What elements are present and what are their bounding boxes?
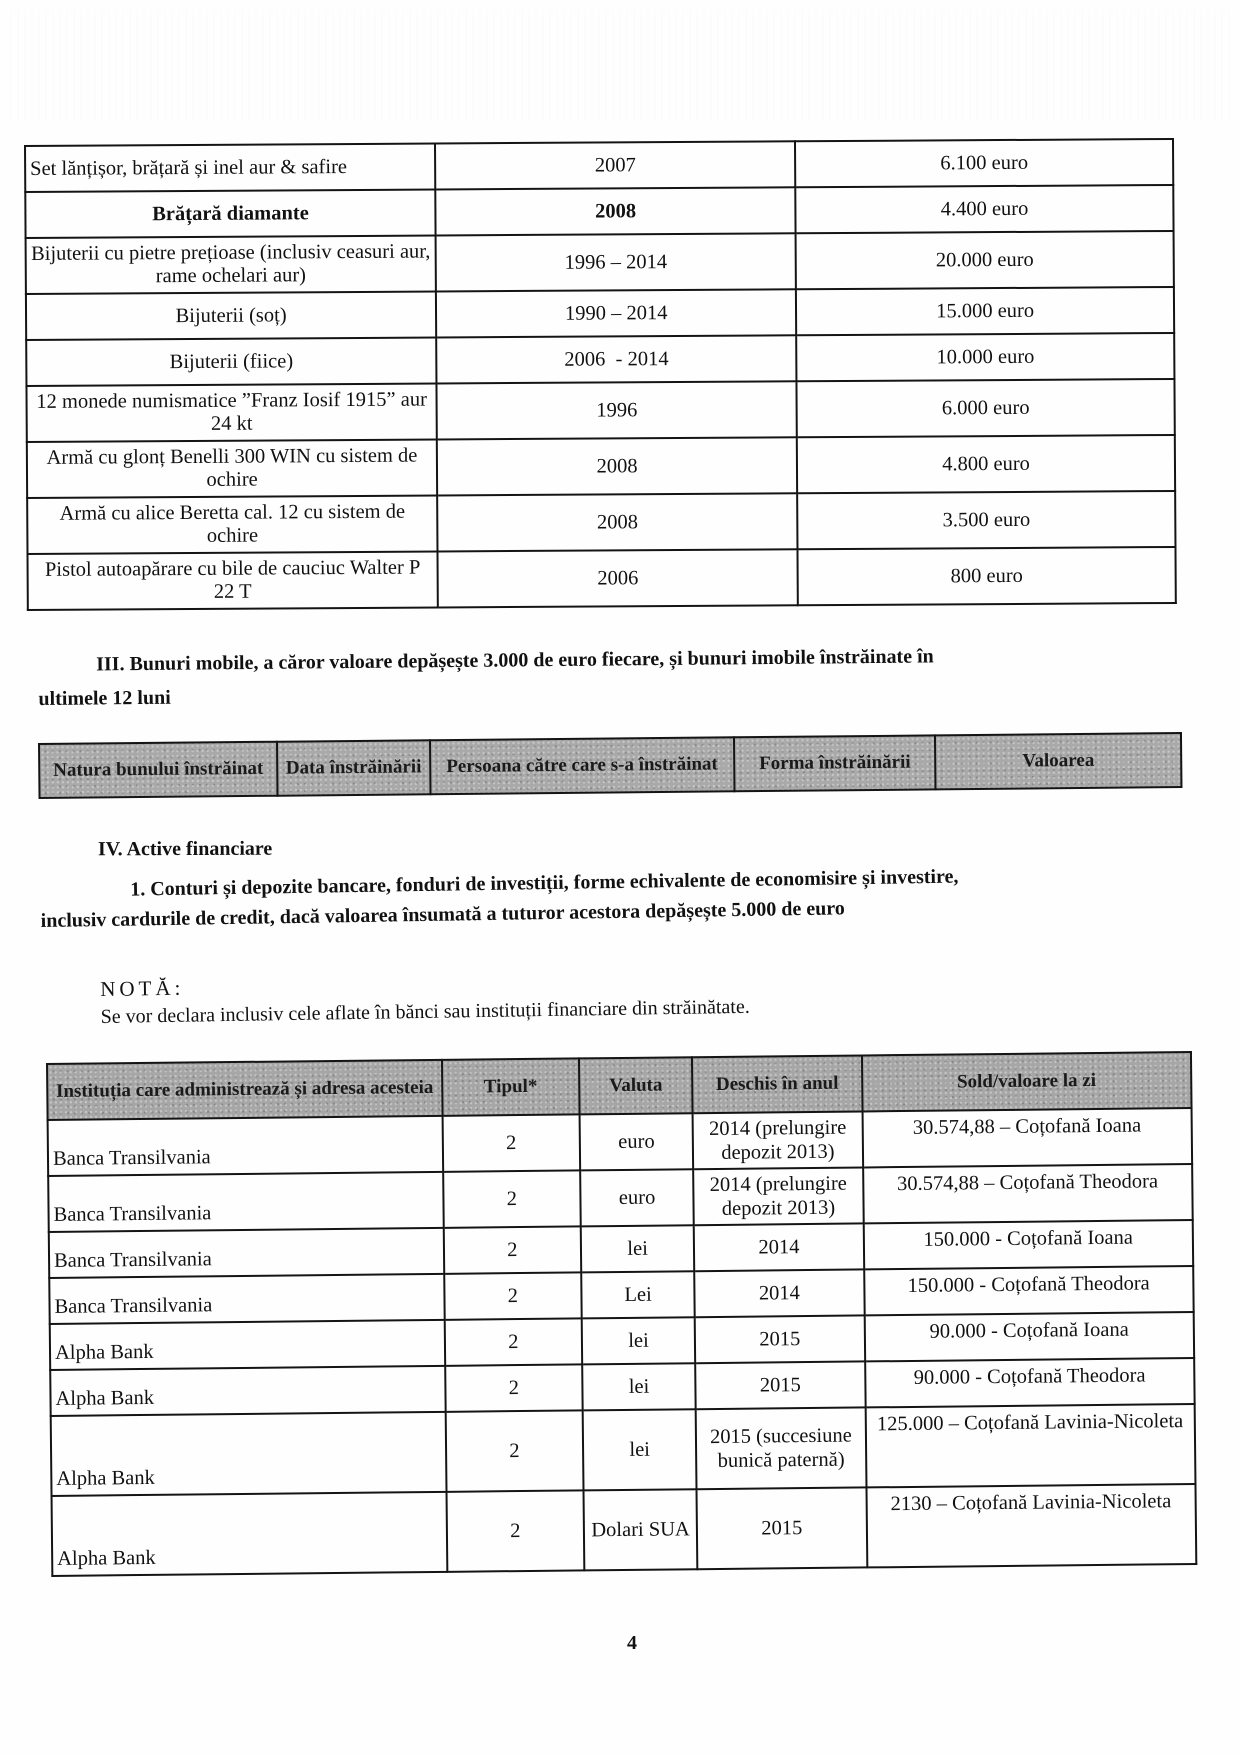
account-institution: Alpha Bank [50, 1320, 445, 1370]
good-year: 2008 [437, 437, 797, 495]
good-year: 1996 [437, 381, 797, 439]
account-opened: 2015 [695, 1315, 865, 1363]
column-header-institution: Instituția care administrează și adresa acesteia [47, 1060, 442, 1120]
good-name: Bijuterii (fiice) [26, 337, 436, 386]
good-name: Pistol autoapărare cu bile de cauciuc Walter P 22 T [27, 551, 437, 610]
good-value: 10.000 euro [796, 333, 1174, 381]
table-header-row [39, 733, 1181, 798]
bank-accounts-table [46, 1051, 1197, 1577]
account-type: 2 [445, 1410, 583, 1491]
column-header-date: Data înstrăinării [277, 740, 430, 795]
good-name: Armă cu glonț Benelli 300 WIN cu sistem de ochire [27, 439, 437, 498]
good-year: 2008 [437, 493, 797, 551]
account-currency: lei [582, 1317, 696, 1364]
good-name: Bijuterii cu pietre prețioase (inclusiv ceasuri aur, rame ochelari aur) [26, 235, 436, 294]
column-header-value: Valoarea [935, 733, 1181, 789]
column-header-currency: Valuta [579, 1057, 693, 1114]
account-type: 2 [445, 1364, 583, 1411]
section-iii-heading [38, 637, 1199, 716]
page-number: 4 [627, 1632, 637, 1654]
scan-noise [10, 10, 1230, 120]
nota-title: NOTĂ: [100, 975, 185, 1001]
good-year: 1996 – 2014 [436, 233, 796, 291]
table-row [51, 1404, 1196, 1496]
good-year: 2007 [435, 141, 795, 189]
account-balance: 30.574,88 – Coțofană Theodora [863, 1164, 1193, 1223]
good-name: Set lănțișor, brățară și inel aur & safire [25, 143, 435, 192]
nota-block [100, 965, 750, 1031]
account-opened: 2015 [697, 1487, 867, 1569]
account-type: 2 [442, 1114, 580, 1171]
account-currency: euro [580, 1169, 694, 1226]
column-header-balance: Sold/valoare la zi [862, 1052, 1192, 1111]
subsection-1-line2: inclusiv cardurile de credit, dacă valoarea însumată a tuturor acestora depășește 5.000 de euro [40, 897, 845, 932]
account-opened: 2014 (prelungire depozit 2013) [693, 1167, 863, 1225]
table-row [26, 379, 1174, 442]
account-opened: 2015 (succesiune bunică paternă) [696, 1407, 866, 1489]
column-header-form: Forma înstrăinării [734, 735, 936, 791]
good-value: 4.800 euro [797, 435, 1175, 493]
good-year: 2008 [435, 187, 795, 235]
account-balance: 150.000 - Coțofană Ioana [863, 1220, 1193, 1269]
good-value: 3.500 euro [797, 491, 1175, 549]
good-year: 2006 - 2014 [436, 335, 796, 383]
account-currency: Lei [581, 1271, 695, 1318]
table-row [25, 185, 1173, 238]
section-iii-title-line2: ultimele 12 luni [38, 686, 171, 710]
column-header-nature: Natura bunului înstrăinat [39, 742, 278, 798]
account-institution: Alpha Bank [50, 1366, 445, 1416]
account-currency: lei [581, 1225, 695, 1272]
alienated-goods-table [38, 732, 1182, 799]
good-value: 15.000 euro [796, 287, 1174, 335]
column-header-type: Tipul* [442, 1058, 580, 1115]
account-institution: Banca Transilvania [49, 1274, 444, 1324]
movable-goods-table [24, 138, 1177, 611]
table-row [27, 491, 1175, 554]
account-currency: euro [579, 1113, 693, 1170]
table-row [27, 547, 1175, 610]
account-type: 2 [443, 1170, 581, 1227]
account-currency: Dolari SUA [583, 1489, 697, 1570]
account-balance: 2130 – Coțofană Lavinia-Nicoleta [866, 1484, 1196, 1567]
account-type: 2 [444, 1226, 582, 1273]
good-year: 2006 [438, 549, 798, 607]
account-institution: Banca Transilvania [49, 1228, 444, 1278]
account-balance: 150.000 - Coțofană Theodora [864, 1266, 1194, 1315]
table-row [25, 139, 1173, 192]
good-name: 12 monede numismatice ”Franz Iosif 1915” aur 24 kt [26, 383, 436, 442]
table-row [52, 1484, 1197, 1576]
subsection-1-line1: 1. Conturi și depozite bancare, fonduri de investiții, forme echivalente de economisire și investire, [130, 865, 959, 901]
table-row [26, 287, 1174, 340]
section-iii-title-line1: III. Bunuri mobile, a căror valoare depășește 3.000 de euro fiecare, și bunuri imobile înstrăinate în [96, 645, 934, 676]
account-opened: 2014 [695, 1269, 865, 1317]
good-name: Brățară diamante [25, 189, 435, 238]
account-balance: 90.000 - Coțofană Theodora [865, 1358, 1195, 1407]
account-balance: 125.000 – Coțofană Lavinia-Nicoleta [865, 1404, 1195, 1487]
account-type: 2 [445, 1318, 583, 1365]
table-row [27, 435, 1175, 498]
column-header-recipient: Persoana către care s-a înstrăinat [430, 737, 735, 794]
account-balance: 90.000 - Coțofană Ioana [864, 1312, 1194, 1361]
good-value: 20.000 euro [796, 231, 1174, 289]
column-header-opened: Deschis în anul [692, 1055, 862, 1113]
good-value: 6.000 euro [797, 379, 1175, 437]
account-opened: 2014 [694, 1223, 864, 1271]
good-year: 1990 – 2014 [436, 289, 796, 337]
account-institution: Alpha Bank [51, 1412, 447, 1496]
account-type: 2 [446, 1490, 584, 1571]
account-currency: lei [582, 1363, 696, 1410]
account-opened: 2014 (prelungire depozit 2013) [693, 1111, 863, 1169]
good-value: 4.400 euro [795, 185, 1173, 233]
account-opened: 2015 [695, 1361, 865, 1409]
section-iv-heading: IV. Active financiare [97, 837, 273, 861]
section-iv-subsection-1 [40, 858, 1211, 936]
good-value: 6.100 euro [795, 139, 1173, 187]
account-type: 2 [444, 1272, 582, 1319]
account-institution: Alpha Bank [52, 1492, 448, 1576]
good-name: Armă cu alice Beretta cal. 12 cu sistem de ochire [27, 495, 437, 554]
good-value: 800 euro [798, 547, 1176, 605]
table-row [26, 333, 1174, 386]
table-row [26, 231, 1174, 294]
account-institution: Banca Transilvania [48, 1116, 443, 1176]
good-name: Bijuterii (soț) [26, 291, 436, 340]
nota-text: Se vor declara inclusiv cele aflate în bănci sau instituții financiare din străinătate. [100, 995, 750, 1028]
account-currency: lei [583, 1409, 697, 1490]
account-balance: 30.574,88 – Coțofană Ioana [862, 1108, 1192, 1167]
account-institution: Banca Transilvania [48, 1172, 443, 1232]
